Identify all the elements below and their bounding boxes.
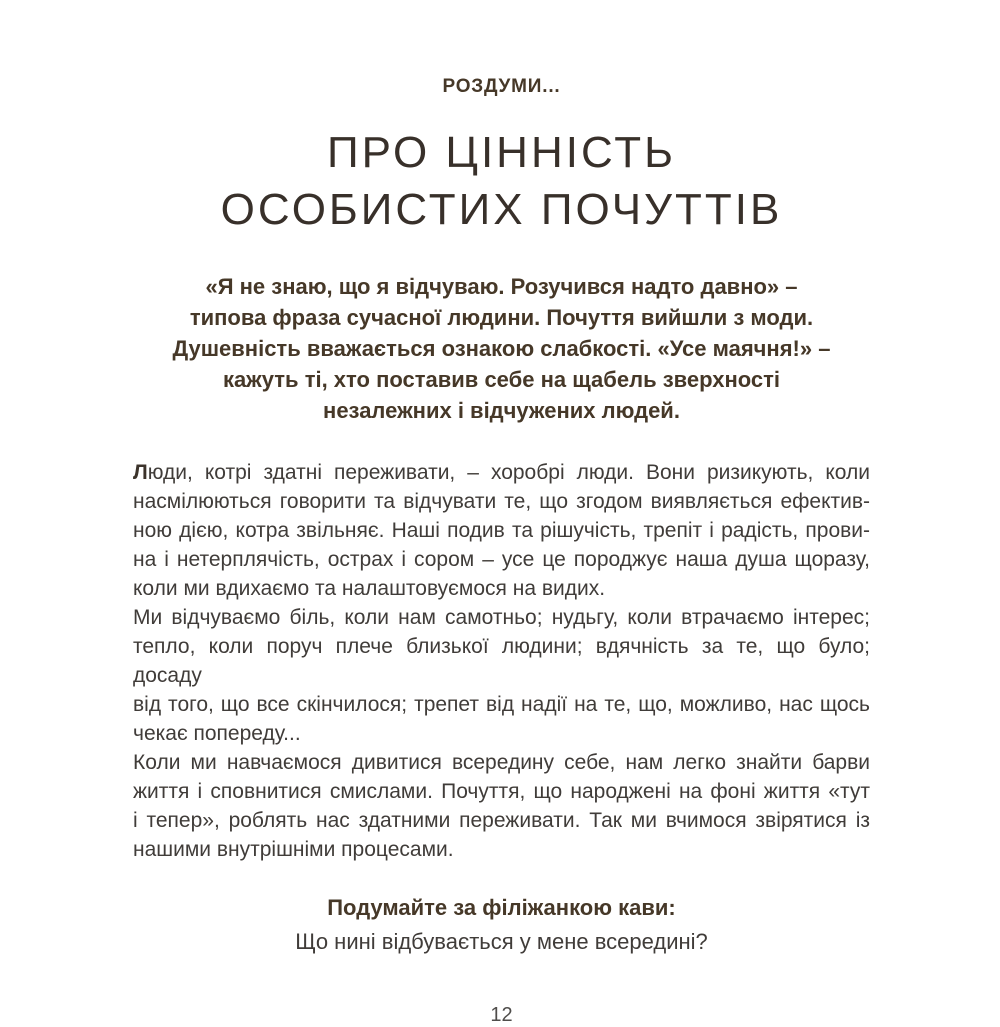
page-number: 12 bbox=[490, 1004, 513, 1026]
coffee-prompt-block bbox=[133, 892, 870, 958]
intro-line: типова фраза сучасної людини. Почуття вийшли з моди. bbox=[189, 305, 814, 330]
title-line-1: ПРО ЦІННІСТЬ bbox=[326, 128, 677, 177]
intro-line: Душевність вважається ознакою слабкості. «Усе маячня!» – bbox=[172, 336, 831, 361]
text-line: від того, що все скінчилося; трепет від надії на те, що, можливо, нас щось bbox=[133, 693, 870, 716]
intro-line: «Я не знаю, що я відчуваю. Розучився надто давно» – bbox=[205, 274, 798, 299]
body-text bbox=[133, 458, 870, 864]
text-line: коли ми вдихаємо та налаштовуємося на видих. bbox=[133, 577, 606, 600]
title-line-2: ОСОБИСТИХ ПОЧУТТІВ bbox=[220, 185, 783, 234]
paragraph bbox=[133, 748, 870, 864]
section-kicker: РОЗДУМИ... bbox=[442, 76, 561, 97]
paragraph bbox=[133, 458, 870, 603]
text-line: життя і сповнитися смислами. Почуття, що народжені на фоні життя «тут bbox=[133, 780, 870, 803]
intro-line: незалежних і відчужених людей. bbox=[323, 398, 680, 423]
text-line: насмілюються говорити та відчувати те, що згодом виявляється ефектив- bbox=[133, 490, 870, 513]
text-line: Коли ми навчаємося дивитися всередину себе, нам легко знайти барви bbox=[133, 751, 870, 774]
lead-letter: Л bbox=[133, 461, 148, 484]
intro-paragraph bbox=[142, 271, 862, 426]
text-line: на і нетерплячість, острах і сором – усе це породжує наша душа щоразу, bbox=[133, 548, 870, 571]
text-line: чекає попереду... bbox=[133, 722, 301, 745]
coffee-prompt-title: Подумайте за філіжанкою кави: bbox=[327, 895, 676, 920]
intro-line: кажуть ті, хто поставив себе на щабель зверхності bbox=[222, 367, 781, 392]
text-line: і тепер», роблять нас здатними переживати. Так ми вчимося звірятися із bbox=[133, 809, 870, 832]
coffee-question: Що нині відбувається у мене всередині? bbox=[295, 929, 708, 954]
text-line: тепло, коли поруч плече близької людини; вдячність за те, що було; досаду bbox=[133, 635, 870, 687]
text-line: ною дією, котра звільняє. Наші подив та рішучість, трепіт і радість, прови- bbox=[133, 519, 870, 542]
paragraph bbox=[133, 603, 870, 748]
text-line: Люди, котрі здатні переживати, – хоробрі люди. Вони ризикують, коли bbox=[133, 461, 870, 484]
text-line: Ми відчуваємо біль, коли нам самотньо; нудьгу, коли втрачаємо інтерес; bbox=[133, 606, 870, 629]
text-line: нашими внутрішніми процесами. bbox=[133, 838, 454, 861]
page-title bbox=[133, 124, 870, 238]
